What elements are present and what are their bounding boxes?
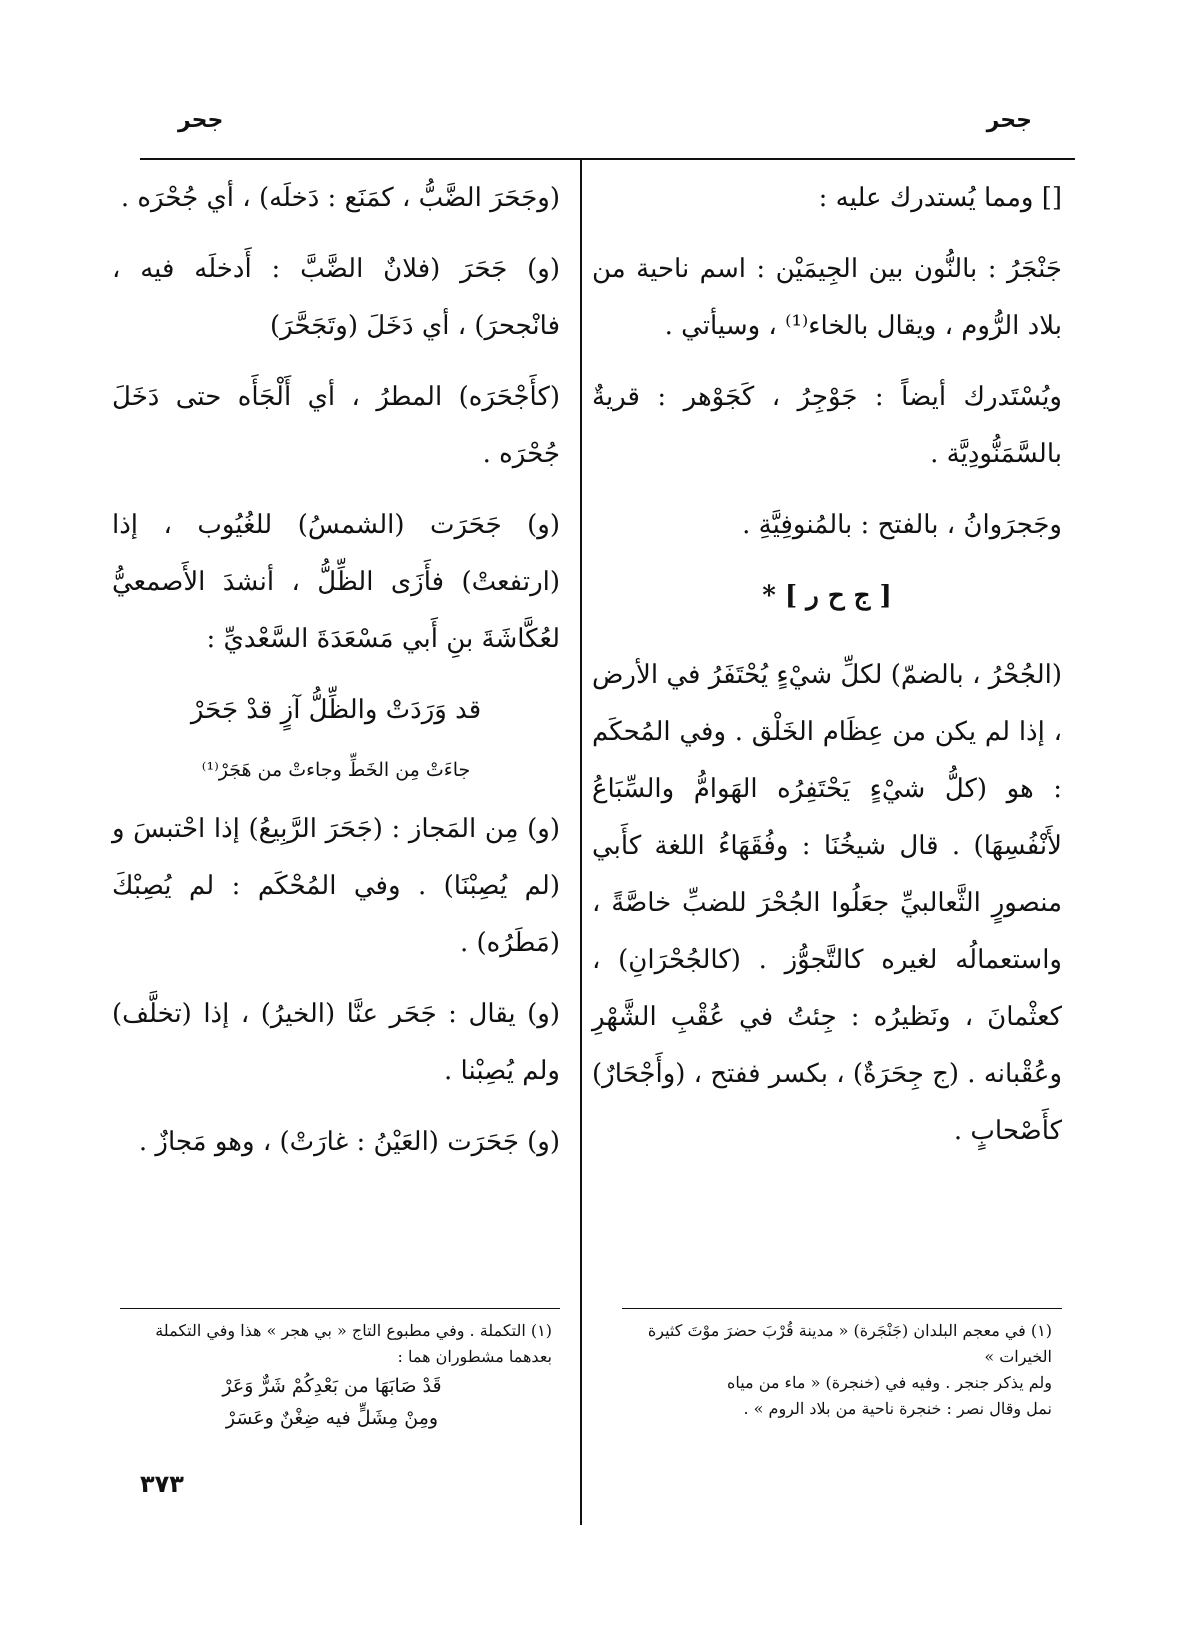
verse-line: قد وَرَدَتْ والظِّلُّ آزٍ قدْ جَحَرْ [190, 695, 482, 725]
paragraph: (الجُحْرُ ، بالضمّ) لكلِّ شيْءٍ يُحْتَفَرُ في الأرض ، إذا لم يكن من عِظَام الخَلْق . وفي المُحكَم : هو (كلُّ شيْءٍ يَحْتَفِرُه الهَوامُّ والسِّبَاعُ لأَنْفُسِهَا) . قال شيخُنَا : وفُقَهَاءُ اللغة كأَبي منصورٍ الثَّعالبيِّ جعَلُوا الجُحْرَ للضبِّ خاصَّةً ، واستعمالُه لغيره كالتَّجوُّز . (كالجُحْرَانِ) ، كعثْمانَ ، ونَظيرُه : جِئتُ في عُقْبِ الشَّهْرِ وعُقْبانه . (ج جِحَرَةٌ) ، بكسر ففتح ، (وأَجْحَارٌ) كأَصْحابٍ . [592, 660, 1062, 1146]
page-number: ٣٧٣ [140, 1470, 184, 1498]
paragraph: جَنْجَرُ : بالنُّون بين الجِيمَيْن : اسم ناحية من بلاد الرُّوم ، ويقال بالخاء⁽¹⁾ ، وسيأتي . [592, 254, 1062, 341]
entry-heading: [ ج ح ر ] * [762, 581, 892, 611]
running-head-right: جحر [986, 108, 1032, 133]
footnote-rule-right [622, 1308, 1062, 1309]
footnote-verse: ومِنْ مِشَلٍّ فيه ضِغْنٌ وعَسَرْ [225, 1407, 439, 1429]
footnote-rule-left [120, 1308, 560, 1309]
footnote-verse: قَدْ صَابَهَا من بَعْدِكُمْ شَرٌّ وَعَرْ [222, 1375, 442, 1397]
paragraph: ويُسْتَدرك أيضاً : جَوْجِرُ ، كَجَوْهر : قريةٌ بالسَّمَنُّودِيَّة . [592, 382, 1062, 469]
header-rule [140, 158, 1075, 160]
footnote-line: نمل وقال نصر : خنجرة ناحية من بلاد الروم » . [743, 1399, 1052, 1418]
footnote-line: ولم يذكر جنجر . وفيه في (خنجرة) « ماء من مياه [726, 1373, 1052, 1392]
right-column [592, 170, 1062, 1174]
paragraph: (و) جَحَرَت (الشمسُ) للغُيُوب ، إذا (ارتفعتْ) فأَزَى الظِّلُّ ، أنشدَ الأَصمعيُّ لعُكَّاشَةَ بنِ أَبي مَسْعَدَةَ السَّعْديِّ : [112, 510, 560, 654]
paragraph: وجَجرَوانُ ، بالفتح : بالمُنوفِيَّةِ . [742, 510, 1062, 540]
running-head-left: جحر [178, 108, 224, 133]
paragraph: (و) يقال : جَحَر عنَّا (الخيرُ) ، إذا (تخلَّف) ولم يُصِبْنا . [112, 999, 560, 1086]
column-divider [580, 160, 582, 1525]
paragraph: [] ومما يُستدرك عليه : [818, 183, 1062, 213]
footnote-line: (١) التكملة . وفي مطبوع التاج « بي هجر » هذا وفي التكملة بعدهما مشطوران هما : [155, 1321, 552, 1366]
paragraph: (وجَحَرَ الضَّبُّ ، كمَنَع : دَخلَه) ، أي جُحْرَه . [120, 183, 560, 213]
verse-line: جاءَتْ مِن الخَطِّ وجاءتْ من هَجَرْ⁽¹⁾ [201, 759, 471, 781]
footnote-right [622, 1318, 1052, 1422]
footnote-left [112, 1318, 552, 1434]
paragraph: (و) جَحَرَ (فلانٌ الضَّبَّ : أَدخلَه فيه ، فانْجحرَ) ، أي دَخَلَ (وتَجَحَّرَ) [112, 254, 560, 341]
paragraph: (و) مِن المَجاز : (جَحَرَ الرَّبِيعُ) إذا احْتبسَ و (لم يُصِبْنَا) . وفي المُحْكَم : لم يُصِبْكَ (مَطَرُه) . [112, 814, 560, 958]
left-column [112, 170, 560, 1185]
paragraph: (و) جَحَرَت (العَيْنُ : غارَتْ) ، وهو مَجازٌ . [138, 1127, 560, 1157]
footnote-line: (١) في معجم البلدان (جَنْجَرة) « مدينة قُرْبَ حضرَ موْتَ كثيرة الخيرات » [647, 1321, 1052, 1366]
paragraph: (كأَجْحَرَه) المطرُ ، أي أَلْجَأَه حتى دَخَلَ جُحْرَه . [112, 382, 560, 469]
